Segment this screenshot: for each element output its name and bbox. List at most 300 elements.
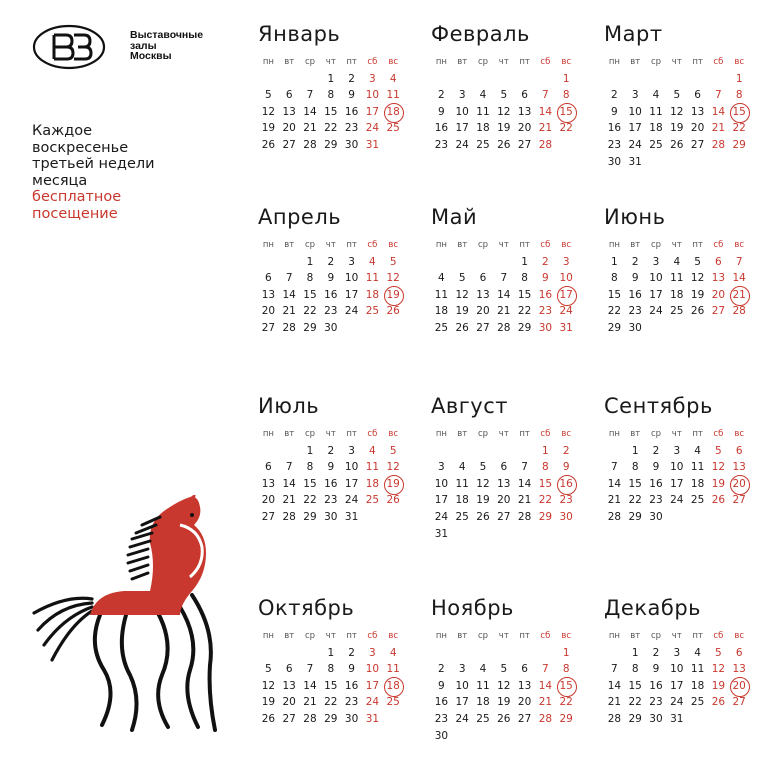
empty-cell bbox=[666, 154, 687, 171]
day-cell: 10 bbox=[344, 461, 359, 474]
weekday-label: вт bbox=[284, 240, 295, 250]
week-row bbox=[258, 137, 408, 154]
weekday-header bbox=[604, 628, 754, 645]
empty-cell bbox=[556, 137, 577, 154]
weekday-header bbox=[431, 54, 581, 71]
weekday-label: ср bbox=[650, 631, 662, 641]
empty-cell bbox=[383, 509, 404, 526]
day-cell: 8 bbox=[306, 272, 314, 285]
empty-cell bbox=[708, 509, 729, 526]
day-cell: 4 bbox=[369, 444, 376, 457]
month-4 bbox=[258, 205, 408, 337]
day-cell: 31 bbox=[559, 321, 573, 334]
empty-cell bbox=[493, 443, 514, 460]
month-title: Май bbox=[431, 205, 478, 229]
empty-cell bbox=[708, 71, 729, 88]
month-grid bbox=[258, 628, 408, 728]
week-row bbox=[604, 254, 754, 271]
day-cell: 6 bbox=[521, 89, 528, 102]
day-cell: 1 bbox=[631, 444, 639, 457]
day-cell: 29 bbox=[732, 138, 746, 151]
empty-cell bbox=[535, 728, 556, 745]
empty-cell bbox=[473, 71, 494, 88]
weekday-header bbox=[431, 628, 581, 645]
weekday-label: вс bbox=[561, 240, 572, 250]
week-row bbox=[431, 476, 581, 493]
day-cell: 22 bbox=[324, 696, 338, 709]
week-row bbox=[258, 476, 408, 493]
day-cell: 6 bbox=[285, 89, 293, 102]
empty-cell bbox=[383, 320, 404, 337]
day-cell: 13 bbox=[711, 272, 726, 285]
weekday-label: ср bbox=[477, 240, 489, 250]
empty-cell bbox=[514, 443, 535, 460]
day-cell: 10 bbox=[670, 663, 684, 676]
weekday-label: вт bbox=[284, 429, 295, 439]
brand-line-3: Москвы bbox=[130, 50, 172, 62]
day-cell: 18 bbox=[434, 305, 449, 318]
day-cell: 6 bbox=[265, 272, 272, 285]
day-cell: 19 bbox=[497, 696, 511, 709]
weekday-label: пт bbox=[346, 429, 357, 439]
day-cell: 18 bbox=[476, 122, 490, 135]
day-cell: 10 bbox=[559, 272, 573, 285]
empty-cell bbox=[708, 320, 729, 337]
day-cell: 1 bbox=[521, 255, 528, 268]
day-cell: 7 bbox=[285, 272, 293, 285]
week-row bbox=[604, 270, 754, 287]
week-row bbox=[604, 443, 754, 460]
weekday-label: пт bbox=[519, 429, 530, 439]
weekday-label: пн bbox=[262, 240, 274, 250]
day-cell: 16 bbox=[628, 288, 642, 301]
day-cell: 9 bbox=[327, 461, 335, 474]
day-cell: 7 bbox=[521, 461, 528, 474]
week-row bbox=[258, 509, 408, 526]
week-row bbox=[431, 492, 581, 509]
day-cell: 23 bbox=[607, 138, 622, 151]
day-cell: 13 bbox=[476, 288, 490, 301]
day-cell: 11 bbox=[476, 679, 490, 692]
day-cell: 30 bbox=[324, 510, 338, 523]
day-cell: 26 bbox=[386, 494, 400, 507]
day-cell: 8 bbox=[327, 89, 335, 102]
day-cell: 18 bbox=[649, 122, 663, 135]
weekday-label: вс bbox=[561, 57, 572, 67]
day-cell: 31 bbox=[628, 155, 642, 168]
week-row bbox=[258, 320, 408, 337]
day-cell: 25 bbox=[365, 494, 380, 507]
day-cell: 17 bbox=[649, 288, 663, 301]
empty-cell bbox=[625, 71, 646, 88]
day-cell: 17 bbox=[455, 122, 469, 135]
day-cell: 16 bbox=[538, 288, 553, 301]
month-grid bbox=[604, 54, 754, 170]
empty-cell bbox=[687, 154, 708, 171]
weekday-label: вс bbox=[388, 429, 399, 439]
day-cell: 11 bbox=[365, 461, 380, 474]
day-cell: 19 bbox=[711, 477, 726, 490]
day-cell: 20 bbox=[261, 305, 276, 318]
weekday-label: вт bbox=[630, 631, 641, 641]
weekday-label: чт bbox=[325, 631, 336, 641]
month-grid bbox=[431, 426, 581, 542]
weekday-header bbox=[431, 237, 581, 254]
empty-cell bbox=[452, 645, 473, 662]
day-cell: 27 bbox=[711, 305, 726, 318]
day-cell: 12 bbox=[386, 272, 400, 285]
day-cell: 28 bbox=[517, 510, 532, 523]
empty-cell bbox=[514, 645, 535, 662]
day-cell: 21 bbox=[517, 494, 532, 507]
month-title: Февраль bbox=[431, 22, 530, 46]
day-cell: 6 bbox=[715, 255, 722, 268]
weekday-label: чт bbox=[498, 240, 509, 250]
free-day-marker: 17 bbox=[556, 287, 577, 304]
week-row bbox=[258, 254, 408, 271]
week-row bbox=[431, 104, 581, 121]
day-cell: 3 bbox=[673, 646, 681, 659]
day-cell: 14 bbox=[607, 477, 622, 490]
month-grid bbox=[431, 54, 581, 154]
day-cell: 17 bbox=[344, 288, 359, 301]
day-cell: 19 bbox=[261, 696, 276, 709]
month-12 bbox=[604, 596, 754, 728]
day-cell: 14 bbox=[303, 105, 317, 118]
free-day-marker: 15 bbox=[729, 104, 750, 121]
day-cell: 9 bbox=[327, 272, 335, 285]
day-cell: 20 bbox=[690, 122, 705, 135]
day-cell: 1 bbox=[306, 255, 314, 268]
empty-cell bbox=[452, 71, 473, 88]
empty-cell bbox=[473, 443, 494, 460]
empty-cell bbox=[687, 71, 708, 88]
day-cell: 13 bbox=[261, 477, 276, 490]
empty-cell bbox=[279, 254, 300, 271]
month-8 bbox=[431, 394, 581, 542]
day-cell: 11 bbox=[434, 288, 449, 301]
day-cell: 2 bbox=[652, 444, 660, 457]
weekday-header bbox=[258, 426, 408, 443]
day-cell: 11 bbox=[455, 477, 469, 490]
day-cell: 29 bbox=[607, 321, 622, 334]
brand-name bbox=[130, 30, 203, 62]
day-cell: 30 bbox=[538, 321, 553, 334]
empty-cell bbox=[729, 154, 750, 171]
day-cell: 7 bbox=[611, 461, 618, 474]
day-cell: 26 bbox=[455, 321, 469, 334]
day-cell: 30 bbox=[559, 510, 573, 523]
empty-cell bbox=[452, 526, 473, 543]
day-cell: 5 bbox=[500, 663, 508, 676]
week-row bbox=[431, 526, 581, 543]
day-cell: 8 bbox=[306, 461, 314, 474]
month-grid bbox=[258, 426, 408, 526]
day-cell: 3 bbox=[631, 89, 639, 102]
day-cell: 3 bbox=[348, 255, 355, 268]
day-cell: 15 bbox=[538, 477, 553, 490]
week-row bbox=[431, 71, 581, 88]
week-row bbox=[431, 254, 581, 271]
weekday-label: пт bbox=[692, 429, 703, 439]
day-cell: 5 bbox=[265, 89, 272, 102]
day-cell: 18 bbox=[476, 696, 490, 709]
day-cell: 26 bbox=[261, 712, 276, 725]
empty-cell bbox=[473, 728, 494, 745]
day-cell: 3 bbox=[369, 646, 376, 659]
day-cell: 31 bbox=[670, 712, 684, 725]
day-cell: 5 bbox=[479, 461, 487, 474]
weekday-label: ср bbox=[477, 429, 489, 439]
month-title: Декабрь bbox=[604, 596, 702, 620]
day-cell: 24 bbox=[455, 138, 469, 151]
day-cell: 25 bbox=[476, 138, 490, 151]
weekday-label: ср bbox=[477, 57, 489, 67]
empty-cell bbox=[729, 320, 750, 337]
day-cell: 16 bbox=[607, 122, 622, 135]
day-cell: 27 bbox=[732, 696, 746, 709]
day-cell: 23 bbox=[559, 494, 573, 507]
day-cell: 19 bbox=[670, 122, 684, 135]
week-row bbox=[604, 137, 754, 154]
day-cell: 29 bbox=[303, 321, 317, 334]
week-row bbox=[604, 661, 754, 678]
day-cell: 14 bbox=[282, 477, 296, 490]
day-cell: 11 bbox=[690, 461, 705, 474]
week-row bbox=[258, 104, 408, 121]
day-cell: 15 bbox=[628, 477, 642, 490]
day-cell: 28 bbox=[538, 138, 553, 151]
empty-cell bbox=[431, 645, 452, 662]
week-row bbox=[258, 694, 408, 711]
day-cell: 8 bbox=[562, 663, 570, 676]
day-cell: 28 bbox=[282, 321, 296, 334]
day-cell: 12 bbox=[476, 477, 490, 490]
empty-cell bbox=[493, 254, 514, 271]
weekday-label: пт bbox=[692, 240, 703, 250]
month-5 bbox=[431, 205, 581, 337]
day-cell: 19 bbox=[690, 288, 705, 301]
day-cell: 29 bbox=[538, 510, 553, 523]
weekday-label: чт bbox=[498, 631, 509, 641]
day-cell: 13 bbox=[690, 105, 705, 118]
day-cell: 29 bbox=[303, 510, 317, 523]
day-cell: 21 bbox=[538, 696, 553, 709]
day-cell: 27 bbox=[497, 510, 511, 523]
day-cell: 28 bbox=[497, 321, 511, 334]
day-cell: 26 bbox=[690, 305, 705, 318]
day-cell: 9 bbox=[631, 272, 639, 285]
weekday-label: вт bbox=[284, 57, 295, 67]
day-cell: 24 bbox=[628, 138, 642, 151]
week-row bbox=[431, 287, 581, 304]
day-cell: 17 bbox=[365, 105, 380, 118]
day-cell: 18 bbox=[365, 288, 380, 301]
empty-cell bbox=[646, 320, 667, 337]
day-cell: 6 bbox=[285, 663, 293, 676]
weekday-label: сб bbox=[367, 631, 378, 641]
weekday-label: ср bbox=[650, 57, 662, 67]
day-cell: 2 bbox=[652, 646, 660, 659]
empty-cell bbox=[514, 526, 535, 543]
day-cell: 24 bbox=[344, 494, 359, 507]
weekday-label: сб bbox=[367, 57, 378, 67]
day-cell: 12 bbox=[711, 663, 726, 676]
free-day-marker: 18 bbox=[383, 678, 404, 695]
day-cell: 23 bbox=[649, 494, 663, 507]
day-cell: 10 bbox=[344, 272, 359, 285]
day-cell: 11 bbox=[386, 663, 400, 676]
weekday-label: сб bbox=[540, 429, 551, 439]
empty-cell bbox=[452, 254, 473, 271]
weekday-label: чт bbox=[325, 240, 336, 250]
empty-cell bbox=[666, 320, 687, 337]
day-cell: 15 bbox=[324, 105, 338, 118]
weekday-label: пт bbox=[346, 57, 357, 67]
day-cell: 13 bbox=[517, 679, 532, 692]
day-cell: 13 bbox=[732, 663, 746, 676]
weekday-label: ср bbox=[650, 429, 662, 439]
weekday-label: сб bbox=[540, 57, 551, 67]
day-cell: 13 bbox=[517, 105, 532, 118]
day-cell: 26 bbox=[497, 712, 511, 725]
day-cell: 20 bbox=[282, 696, 296, 709]
day-cell: 23 bbox=[344, 696, 359, 709]
day-cell: 8 bbox=[611, 272, 618, 285]
week-row bbox=[431, 661, 581, 678]
day-cell: 25 bbox=[455, 510, 469, 523]
weekday-label: чт bbox=[498, 429, 509, 439]
month-title: Сентябрь bbox=[604, 394, 713, 418]
week-row bbox=[431, 87, 581, 104]
weekday-label: пн bbox=[262, 429, 274, 439]
day-cell: 26 bbox=[476, 510, 490, 523]
weekday-header bbox=[258, 628, 408, 645]
week-row bbox=[258, 71, 408, 88]
empty-cell bbox=[431, 443, 452, 460]
weekday-label: пт bbox=[692, 631, 703, 641]
free-day-marker: 19 bbox=[383, 287, 404, 304]
week-row bbox=[604, 711, 754, 728]
empty-cell bbox=[535, 71, 556, 88]
day-cell: 24 bbox=[670, 494, 684, 507]
day-cell: 14 bbox=[517, 477, 532, 490]
day-cell: 29 bbox=[324, 712, 338, 725]
empty-cell bbox=[535, 526, 556, 543]
week-row bbox=[431, 459, 581, 476]
day-cell: 4 bbox=[694, 444, 701, 457]
week-row bbox=[431, 694, 581, 711]
week-row bbox=[604, 303, 754, 320]
month-grid bbox=[431, 628, 581, 744]
weekday-label: пт bbox=[519, 631, 530, 641]
weekday-label: вс bbox=[388, 631, 399, 641]
weekday-label: сб bbox=[713, 57, 724, 67]
day-cell: 4 bbox=[652, 89, 660, 102]
month-10 bbox=[258, 596, 408, 728]
day-cell: 4 bbox=[479, 89, 487, 102]
day-cell: 7 bbox=[542, 89, 549, 102]
day-cell: 20 bbox=[517, 696, 532, 709]
month-title: Январь bbox=[258, 22, 341, 46]
day-cell: 10 bbox=[455, 105, 469, 118]
day-cell: 1 bbox=[327, 646, 335, 659]
weekday-label: пн bbox=[608, 240, 620, 250]
day-cell: 31 bbox=[434, 527, 449, 540]
promo-line-5: бесплатное bbox=[32, 189, 122, 205]
day-cell: 24 bbox=[344, 305, 359, 318]
day-cell: 4 bbox=[673, 255, 681, 268]
day-cell: 4 bbox=[438, 272, 445, 285]
day-cell: 22 bbox=[303, 494, 317, 507]
day-cell: 4 bbox=[694, 646, 701, 659]
day-cell: 12 bbox=[711, 461, 726, 474]
day-cell: 30 bbox=[344, 138, 359, 151]
day-cell: 3 bbox=[673, 444, 681, 457]
day-cell: 28 bbox=[732, 305, 746, 318]
day-cell: 2 bbox=[438, 89, 445, 102]
empty-cell bbox=[258, 645, 279, 662]
day-cell: 13 bbox=[497, 477, 511, 490]
day-cell: 18 bbox=[690, 477, 705, 490]
day-cell: 8 bbox=[562, 89, 570, 102]
day-cell: 31 bbox=[365, 138, 380, 151]
week-row bbox=[604, 87, 754, 104]
day-cell: 6 bbox=[735, 646, 743, 659]
day-cell: 20 bbox=[711, 288, 726, 301]
week-row bbox=[604, 120, 754, 137]
month-title: Октябрь bbox=[258, 596, 355, 620]
weekday-label: пн bbox=[608, 631, 620, 641]
day-cell: 27 bbox=[476, 321, 490, 334]
weekday-label: пт bbox=[346, 631, 357, 641]
month-grid bbox=[604, 237, 754, 337]
day-cell: 15 bbox=[607, 288, 622, 301]
week-row bbox=[604, 71, 754, 88]
day-cell: 14 bbox=[711, 105, 726, 118]
day-cell: 10 bbox=[365, 663, 380, 676]
empty-cell bbox=[666, 71, 687, 88]
empty-cell bbox=[452, 443, 473, 460]
empty-cell bbox=[687, 509, 708, 526]
day-cell: 12 bbox=[455, 288, 469, 301]
day-cell: 30 bbox=[434, 729, 449, 742]
day-cell: 24 bbox=[649, 305, 663, 318]
week-row bbox=[258, 287, 408, 304]
horse-illustration-icon bbox=[30, 495, 225, 735]
week-row bbox=[431, 711, 581, 728]
month-9 bbox=[604, 394, 754, 526]
day-cell: 16 bbox=[434, 122, 449, 135]
empty-cell bbox=[431, 71, 452, 88]
empty-cell bbox=[258, 443, 279, 460]
week-row bbox=[431, 645, 581, 662]
empty-cell bbox=[362, 509, 383, 526]
weekday-label: сб bbox=[540, 631, 551, 641]
day-cell: 8 bbox=[327, 663, 335, 676]
day-cell: 26 bbox=[670, 138, 684, 151]
weekday-label: чт bbox=[325, 429, 336, 439]
month-title: Апрель bbox=[258, 205, 342, 229]
day-cell: 30 bbox=[324, 321, 338, 334]
empty-cell bbox=[646, 154, 667, 171]
promo-line-3: третьей недели bbox=[32, 156, 155, 172]
day-cell: 19 bbox=[455, 305, 469, 318]
day-cell: 15 bbox=[303, 477, 317, 490]
week-row bbox=[604, 154, 754, 171]
week-row bbox=[431, 728, 581, 745]
day-cell: 13 bbox=[261, 288, 276, 301]
